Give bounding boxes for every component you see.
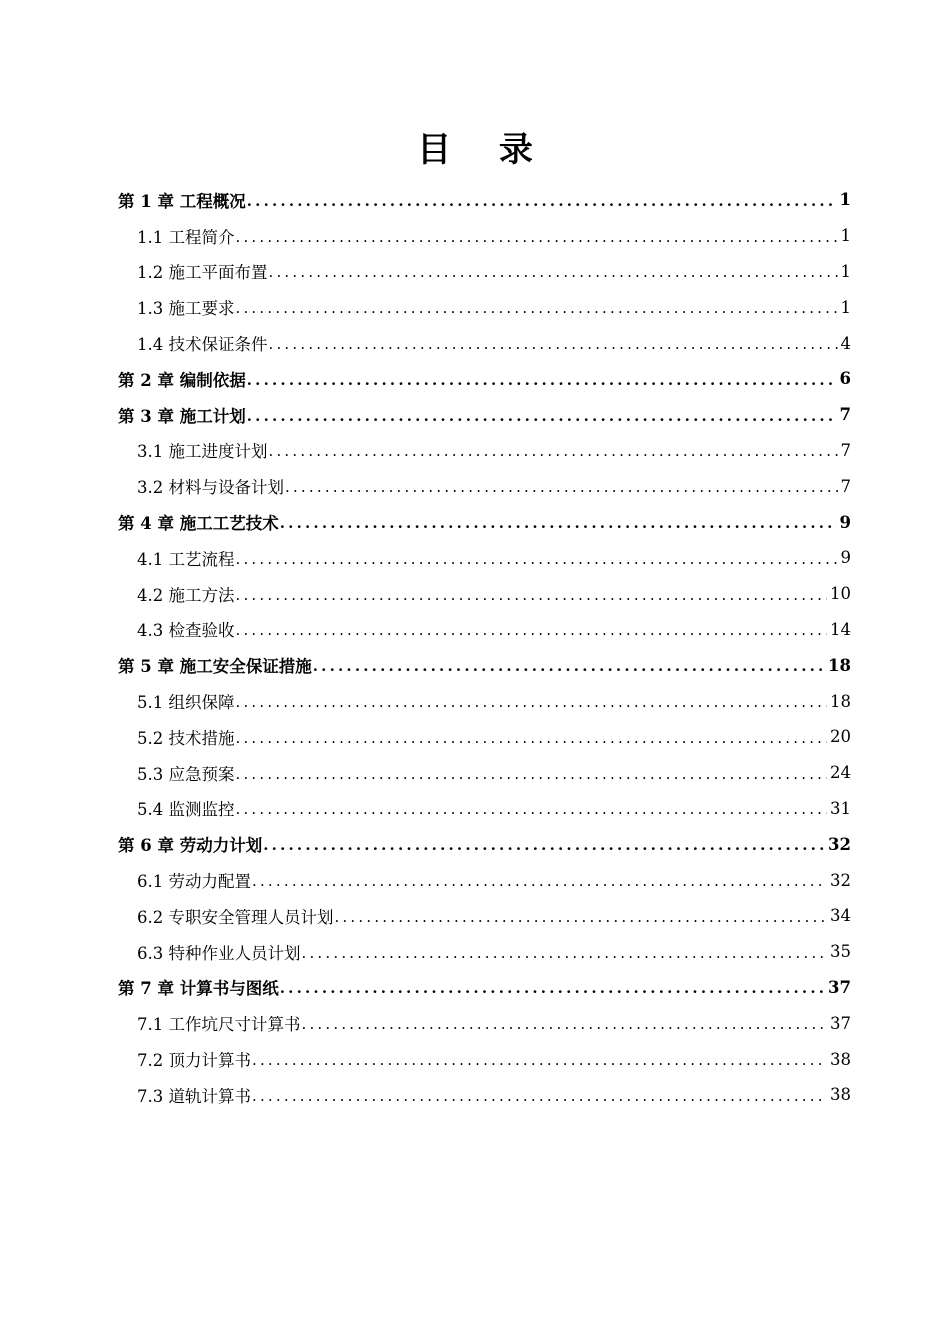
toc-entry-section[interactable] xyxy=(118,719,851,755)
toc-entry-page: 24 xyxy=(830,763,851,783)
toc-entry-chapter[interactable] xyxy=(118,970,851,1006)
toc-entry-label: 第 2 章 编制依据 xyxy=(118,370,246,390)
toc-entry-page: 1 xyxy=(840,297,851,317)
toc-entry-label: 第 4 章 施工工艺技术 xyxy=(118,514,279,534)
toc-dot-leader xyxy=(285,477,838,504)
toc-dot-leader xyxy=(252,1086,827,1113)
toc-entry-label: 6.1 劳动力配置 xyxy=(137,872,251,892)
toc-entry-section[interactable] xyxy=(118,1077,851,1113)
toc-entry-chapter[interactable] xyxy=(118,182,851,218)
toc-entry-section[interactable] xyxy=(118,1005,851,1041)
toc-entry-section[interactable] xyxy=(118,862,851,898)
toc-list xyxy=(118,182,851,1113)
toc-entry-section[interactable] xyxy=(118,791,851,827)
toc-dot-leader xyxy=(280,513,837,540)
toc-entry-page: 10 xyxy=(830,584,851,604)
toc-entry-label: 3.1 施工进度计划 xyxy=(137,442,268,462)
toc-dot-leader xyxy=(280,978,825,1005)
toc-entry-label: 4.1 工艺流程 xyxy=(137,549,235,569)
toc-entry-label: 第 5 章 施工安全保证措施 xyxy=(118,657,312,677)
toc-entry-label: 7.3 道轨计算书 xyxy=(137,1086,251,1106)
toc-dot-leader xyxy=(236,799,828,826)
toc-title: 目 录 xyxy=(417,130,551,170)
toc-entry-chapter[interactable] xyxy=(118,826,851,862)
toc-entry-page: 1 xyxy=(840,261,851,281)
toc-entry-label: 4.3 检查验收 xyxy=(137,621,235,641)
toc-entry-section[interactable] xyxy=(118,218,851,254)
toc-entry-chapter[interactable] xyxy=(118,647,851,683)
toc-entry-section[interactable] xyxy=(118,612,851,648)
toc-entry-page: 7 xyxy=(840,440,851,460)
toc-dot-leader xyxy=(236,620,828,647)
toc-entry-label: 第 6 章 劳动力计划 xyxy=(118,836,263,856)
toc-dot-leader xyxy=(263,835,825,862)
toc-entry-section[interactable] xyxy=(118,254,851,290)
toc-entry-section[interactable] xyxy=(118,540,851,576)
toc-entry-label: 1.4 技术保证条件 xyxy=(137,335,268,355)
toc-dot-leader xyxy=(247,370,837,397)
toc-dot-leader xyxy=(269,262,838,289)
toc-entry-page: 7 xyxy=(840,476,851,496)
toc-entry-section[interactable] xyxy=(118,576,851,612)
toc-entry-section[interactable] xyxy=(118,1041,851,1077)
toc-entry-section[interactable] xyxy=(118,898,851,934)
toc-dot-leader xyxy=(236,728,828,755)
toc-entry-label: 第 3 章 施工计划 xyxy=(118,406,246,426)
toc-entry-chapter[interactable] xyxy=(118,361,851,397)
toc-entry-page: 9 xyxy=(839,512,851,532)
toc-entry-page: 18 xyxy=(830,691,851,711)
toc-entry-section[interactable] xyxy=(118,755,851,791)
toc-entry-page: 32 xyxy=(830,870,851,890)
toc-dot-leader xyxy=(252,871,827,898)
toc-entry-label: 5.2 技术措施 xyxy=(137,728,235,748)
toc-entry-page: 1 xyxy=(839,190,851,210)
toc-entry-label: 5.4 监测监控 xyxy=(137,800,235,820)
toc-dot-leader xyxy=(252,1050,827,1077)
toc-entry-label: 1.1 工程简介 xyxy=(137,227,235,247)
toc-dot-leader xyxy=(236,227,838,254)
toc-dot-leader xyxy=(247,191,837,218)
toc-entry-chapter[interactable] xyxy=(118,397,851,433)
toc-entry-page: 4 xyxy=(840,333,851,353)
toc-entry-section[interactable] xyxy=(118,468,851,504)
toc-entry-section[interactable] xyxy=(118,325,851,361)
toc-entry-page: 1 xyxy=(840,226,851,246)
toc-entry-section[interactable] xyxy=(118,289,851,325)
toc-entry-label: 5.3 应急预案 xyxy=(137,764,235,784)
toc-dot-leader xyxy=(269,334,838,361)
toc-entry-label: 5.1 组织保障 xyxy=(137,693,235,713)
toc-dot-leader xyxy=(269,441,838,468)
toc-entry-page: 38 xyxy=(830,1049,851,1069)
toc-entry-page: 32 xyxy=(828,834,851,854)
toc-entry-page: 35 xyxy=(830,942,851,962)
toc-entry-label: 1.3 施工要求 xyxy=(137,299,235,319)
toc-dot-leader xyxy=(302,1014,828,1041)
toc-entry-page: 20 xyxy=(830,727,851,747)
toc-entry-page: 9 xyxy=(840,548,851,568)
toc-dot-leader xyxy=(236,585,828,612)
toc-entry-label: 3.2 材料与设备计划 xyxy=(137,478,284,498)
toc-entry-section[interactable] xyxy=(118,934,851,970)
toc-entry-label: 4.2 施工方法 xyxy=(137,585,235,605)
toc-entry-section[interactable] xyxy=(118,683,851,719)
toc-entry-page: 6 xyxy=(839,369,851,389)
toc-entry-page: 14 xyxy=(830,619,851,639)
toc-dot-leader xyxy=(302,943,828,970)
toc-entry-label: 7.2 顶力计算书 xyxy=(137,1051,251,1071)
toc-dot-leader xyxy=(236,298,838,325)
toc-entry-page: 37 xyxy=(830,1013,851,1033)
toc-entry-label: 第 1 章 工程概况 xyxy=(118,191,246,211)
toc-entry-label: 6.3 特种作业人员计划 xyxy=(137,943,301,963)
toc-entry-label: 6.2 专职安全管理人员计划 xyxy=(137,907,334,927)
toc-entry-label: 7.1 工作坑尺寸计算书 xyxy=(137,1015,301,1035)
toc-dot-leader xyxy=(247,406,837,433)
toc-dot-leader xyxy=(236,764,828,791)
toc-dot-leader xyxy=(335,907,828,934)
toc-entry-page: 7 xyxy=(839,405,851,425)
toc-dot-leader xyxy=(313,656,825,683)
toc-entry-section[interactable] xyxy=(118,433,851,469)
toc-entry-label: 第 7 章 计算书与图纸 xyxy=(118,979,279,999)
toc-dot-leader xyxy=(236,692,828,719)
toc-entry-page: 34 xyxy=(830,906,851,926)
toc-dot-leader xyxy=(236,549,838,576)
toc-entry-label: 1.2 施工平面布置 xyxy=(137,263,268,283)
toc-entry-page: 37 xyxy=(828,977,851,997)
toc-entry-chapter[interactable] xyxy=(118,504,851,540)
toc-entry-page: 18 xyxy=(828,655,851,675)
toc-entry-page: 31 xyxy=(830,798,851,818)
toc-entry-page: 38 xyxy=(830,1085,851,1105)
